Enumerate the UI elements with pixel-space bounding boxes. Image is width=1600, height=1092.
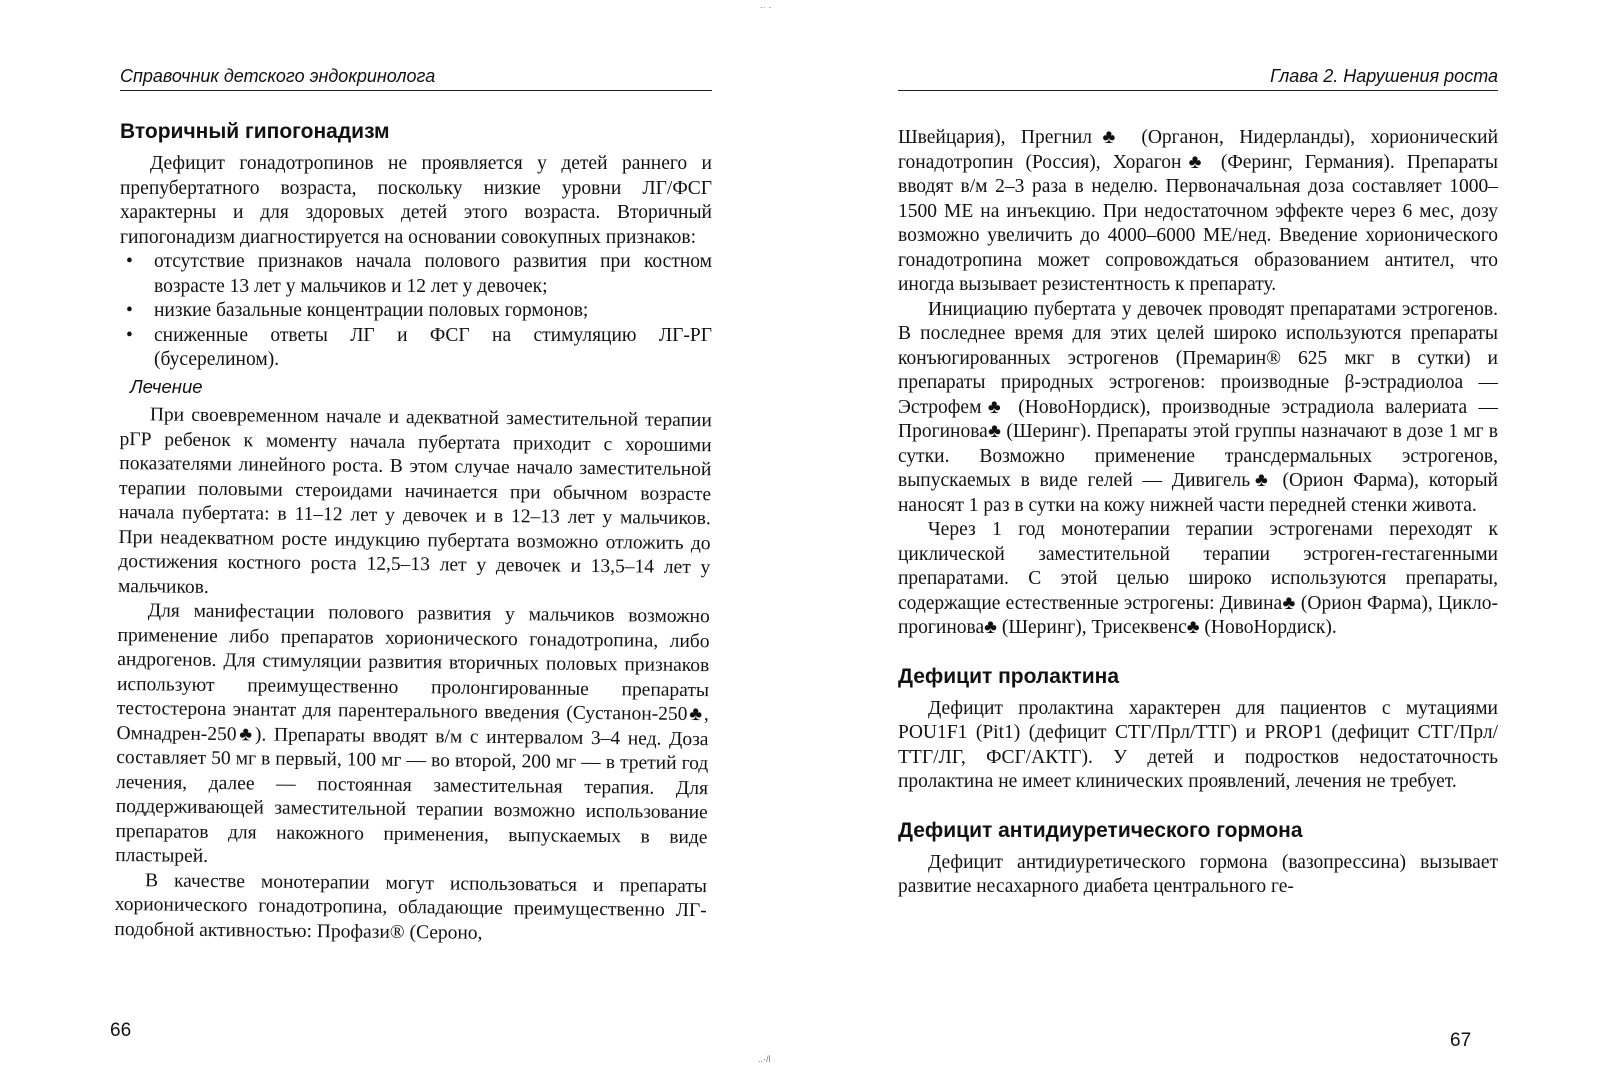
paragraph: Дефицит пролактина характерен для пациентов с мутациями POU1F1 (Pit1) (дефицит СТГ/Прл/ТТГ) и PROP1 (дефицит СТГ/Прл/ТТГ/ЛГ, ФСГ/АКТГ). У детей и подростков недостаточность пролактина не имеет клинических проявлений, лечения не требует. bbox=[898, 697, 1498, 792]
paragraph: Дефицит антидиуретического гормона (вазопрессина) вызывает развитие несахарного диабета центрального ге- bbox=[898, 851, 1498, 897]
section-title-adh-deficiency: Дефицит антидиуретического гормона bbox=[898, 818, 1303, 842]
treatment-text bbox=[114, 403, 712, 948]
list-item: • низкие базальные концентрации половых гормонов; bbox=[120, 299, 712, 324]
running-head-left: Справочник детского эндокринолога bbox=[120, 66, 712, 91]
intro-paragraph: Дефицит гонадотропинов не проявляется у детей раннего и препубертатного возраста, поскольку низкие уровни ЛГ/ФСГ характерны и для здоровых детей этого возраста. Вторичный гипогонадизм диагностируется на основании совокупных признаков: bbox=[120, 153, 712, 248]
page-number-left: 66 bbox=[110, 1020, 132, 1041]
section-title-prolactin-deficiency: Дефицит пролактина bbox=[898, 664, 1120, 688]
criteria-list bbox=[120, 250, 712, 373]
scan-artifact-top: -· - bbox=[760, 2, 772, 12]
list-item: • сниженные ответы ЛГ и ФСГ на стимуляцию ЛГ-РГ (бусерелином). bbox=[120, 324, 712, 373]
paragraph: Инициацию пубертата у девочек проводят препаратами эстрогенов. В последнее время для этих целей широко используются препараты конъюгированных эстрогенов (Премарин® 625 мкг в сутки) и препараты природных эстрогенов: производные β-эстрадиолоа — Эстрофем♣ (НовоНордиск), производные эстрадиола валериата — Прогинова♣ (Шеринг). Препараты этой группы назначают в дозе 1 мг в сутки. Возможно применение трансдермальных эстрогенов, выпускаемых в виде гелей — Дивигель♣ (Орион Фарма), который наносят 1 раз в сутки на кожу нижней части передней стенки живота. bbox=[898, 298, 1498, 516]
paragraph: Швейцария), Прегнил♣ (Органон, Нидерланды), хорионический гонадотропин (Россия), Хорагон♣ (Феринг, Германия). Препараты вводят в/м 2–3 раза в неделю. Первоначальная доза составляет 1000–1500 МЕ на инъекцию. При недостаточном эффекте через 6 мес, дозу возможно увеличить до 4000–6000 МЕ/нед. Введение хорионического гонадотропина может сопровождаться образованием антител, что иногда вызывает резистентность к препарату. bbox=[898, 127, 1498, 295]
scan-artifact-gutter: ..·/l bbox=[758, 1054, 771, 1064]
paragraph: При своевременном начале и адекватной заместительной терапии рГР ребенок к моменту начала пубертата приходит с хорошими показателями линейного роста. В этом случае начало заместительной терапии половыми стероидами начинается при обычном возрасте начала пубертата: в 11–12 лет у девочек и в 12–13 лет у мальчиков. При неадекватном росте индукцию пубертата возможно отложить до достижения костного роста 12,5–13 лет у девочек и 13,5–14 лет у мальчиков. bbox=[117, 403, 712, 597]
paragraph: Через 1 год монотерапии терапии эстрогенами переходят к циклической заместительной терапии эстроген-гестагенными препаратами. С этой целью широко используются препараты, содержащие естественные эстрогены: Дивина♣ (Орион Фарма), Цикло-прогинова♣ (Шеринг), Трисеквенс♣ (НовоНордиск). bbox=[898, 519, 1498, 638]
list-item: • отсутствие признаков начала полового развития при костном возрасте 13 лет у мальчиков и 12 лет у девочек; bbox=[120, 250, 712, 299]
page-number-right: 67 bbox=[1450, 1030, 1472, 1051]
left-page-content bbox=[114, 118, 712, 943]
paragraph: Для манифестации полового развития у мальчиков возможно применение либо препаратов хорионического гонадотропина, либо андрогенов. Для стимуляции развития вторичных половых признаков используют преимущественно пролонгированные препараты тестостерона энантат для парентерального введения (Сустанон-250♣, Омнадрен-250♣). Препараты вводят в/м с интервалом 3–4 нед. Доза составляет 50 мг в первый, 100 мг — во второй, 200 мг — в третий год лечения, далее — постоянная заместительная терапия. Для поддерживающей заместительной терапии возможно использование препаратов для накожного применения, выпускаемых в виде пластырей. bbox=[115, 599, 710, 867]
subsection-title-treatment: Лечение bbox=[130, 375, 203, 397]
running-head-right: Глава 2. Нарушения роста bbox=[898, 66, 1498, 91]
paragraph: В качестве монотерапии могут использоваться и препараты хорионического гонадотропина, обладающие преимущественно ЛГ-подобной активностью: Профази® (Сероно, bbox=[114, 869, 708, 943]
section-title-secondary-hypogonadism: Вторичный гипогонадизм bbox=[120, 120, 390, 143]
right-page-content bbox=[898, 126, 1498, 900]
